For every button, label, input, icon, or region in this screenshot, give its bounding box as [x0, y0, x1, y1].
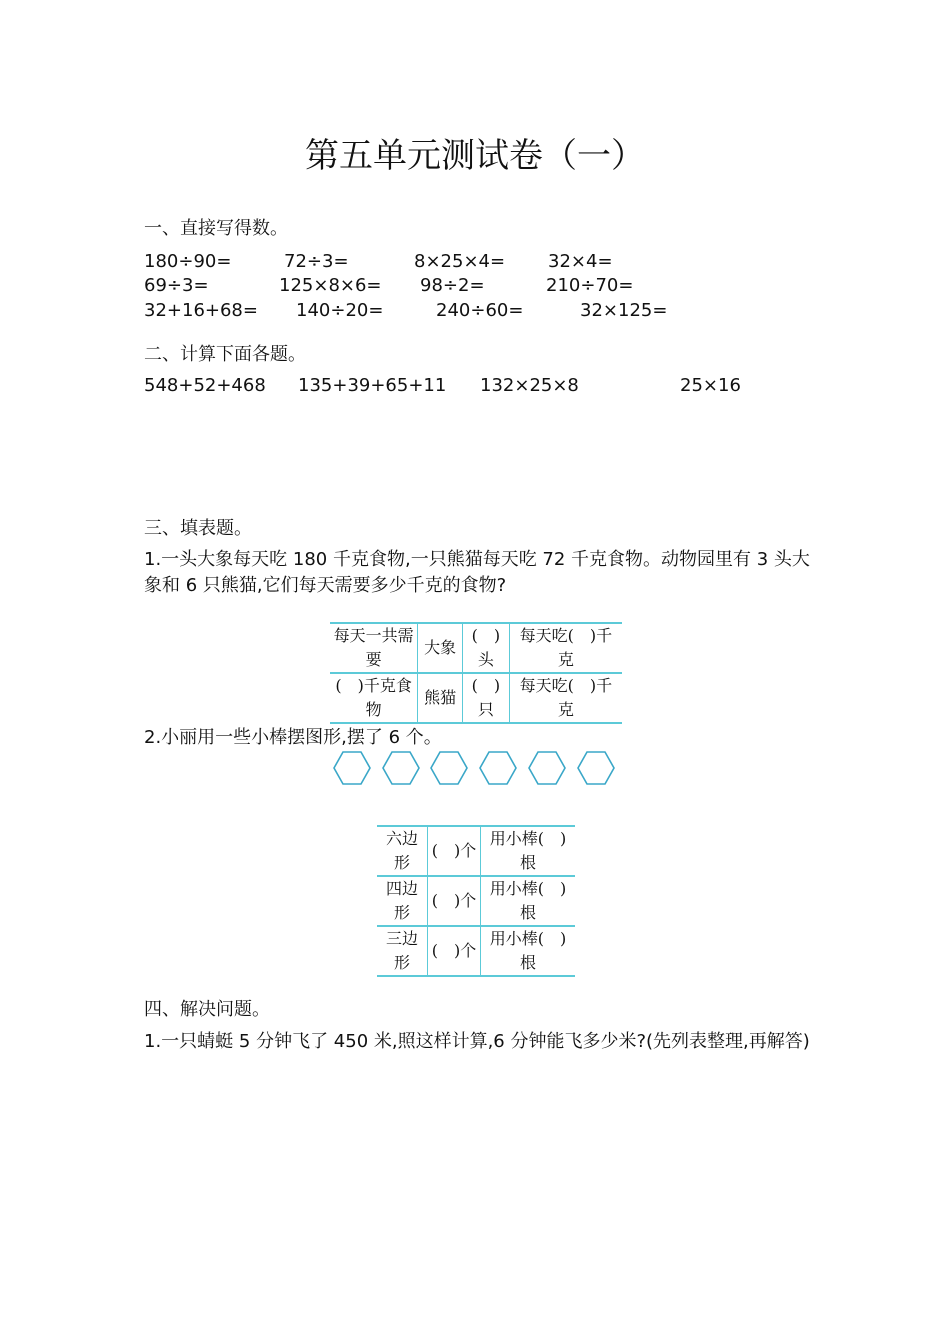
hexagon-icon — [529, 752, 565, 784]
math-item: 32×125= — [580, 300, 668, 321]
hexagon-shapes — [328, 746, 623, 790]
hexagon-icon — [334, 752, 370, 784]
math-item: 140÷20= — [296, 300, 384, 321]
table-cell: 每天吃( )千克 — [509, 673, 622, 723]
math-item: 210÷70= — [546, 275, 634, 296]
math-item: 98÷2= — [420, 275, 485, 296]
table-cell: ( )头 — [462, 623, 509, 673]
table-cell: ( )个 — [428, 876, 481, 926]
shapes-table — [377, 825, 575, 977]
math-item: 32×4= — [548, 251, 613, 272]
section-heading-3: 三、填表题。 — [144, 518, 252, 539]
table-cell: 每天吃( )千克 — [509, 623, 622, 673]
calc-item: 135+39+65+11 — [298, 375, 447, 396]
table-cell: 六边形 — [377, 826, 428, 876]
question-3-1: 1.一头大象每天吃 180 千克食物,一只熊猫每天吃 72 千克食物。动物园里有 3 头大象和 6 只熊猫,它们每天需要多少千克的食物? — [144, 549, 810, 596]
hexagon-icon — [431, 752, 467, 784]
table-cell: 三边形 — [377, 926, 428, 976]
question-4-1: 1.一只蜻蜓 5 分钟飞了 450 米,照这样计算,6 分钟能飞多少米?(先列表整理,再解答) — [144, 1031, 810, 1052]
table-cell: 熊猫 — [418, 673, 463, 723]
section-heading-1: 一、直接写得数。 — [144, 218, 288, 239]
table-cell: 四边形 — [377, 876, 428, 926]
table-cell: ( )只 — [462, 673, 509, 723]
hexagon-icon — [578, 752, 614, 784]
section-heading-4: 四、解决问题。 — [144, 999, 270, 1020]
question-3-2: 2.小丽用一些小棒摆图形,摆了 6 个。 — [144, 727, 442, 748]
math-item: 32+16+68= — [144, 300, 258, 321]
math-item: 125×8×6= — [279, 275, 382, 296]
page-title: 第五单元测试卷（一） — [305, 136, 645, 176]
section-heading-2: 二、计算下面各题。 — [144, 344, 306, 365]
calc-item: 25×16 — [680, 375, 741, 396]
calc-item: 132×25×8 — [480, 375, 579, 396]
math-item: 72÷3= — [284, 251, 349, 272]
table-cell: 用小棒( )根 — [481, 926, 576, 976]
table-cell: 每天一共需要 — [330, 623, 418, 673]
animal-food-table — [330, 622, 622, 724]
math-item: 240÷60= — [436, 300, 524, 321]
math-item: 69÷3= — [144, 275, 209, 296]
table-cell: 用小棒( )根 — [481, 876, 576, 926]
table-cell: ( )个 — [428, 826, 481, 876]
table-cell: ( )个 — [428, 926, 481, 976]
calc-item: 548+52+468 — [144, 375, 266, 396]
hexagon-icon — [383, 752, 419, 784]
table-cell: ( )千克食物 — [330, 673, 418, 723]
hexagon-icon — [480, 752, 516, 784]
math-item: 180÷90= — [144, 251, 232, 272]
table-cell: 大象 — [418, 623, 463, 673]
math-item: 8×25×4= — [414, 251, 506, 272]
table-cell: 用小棒( )根 — [481, 826, 576, 876]
